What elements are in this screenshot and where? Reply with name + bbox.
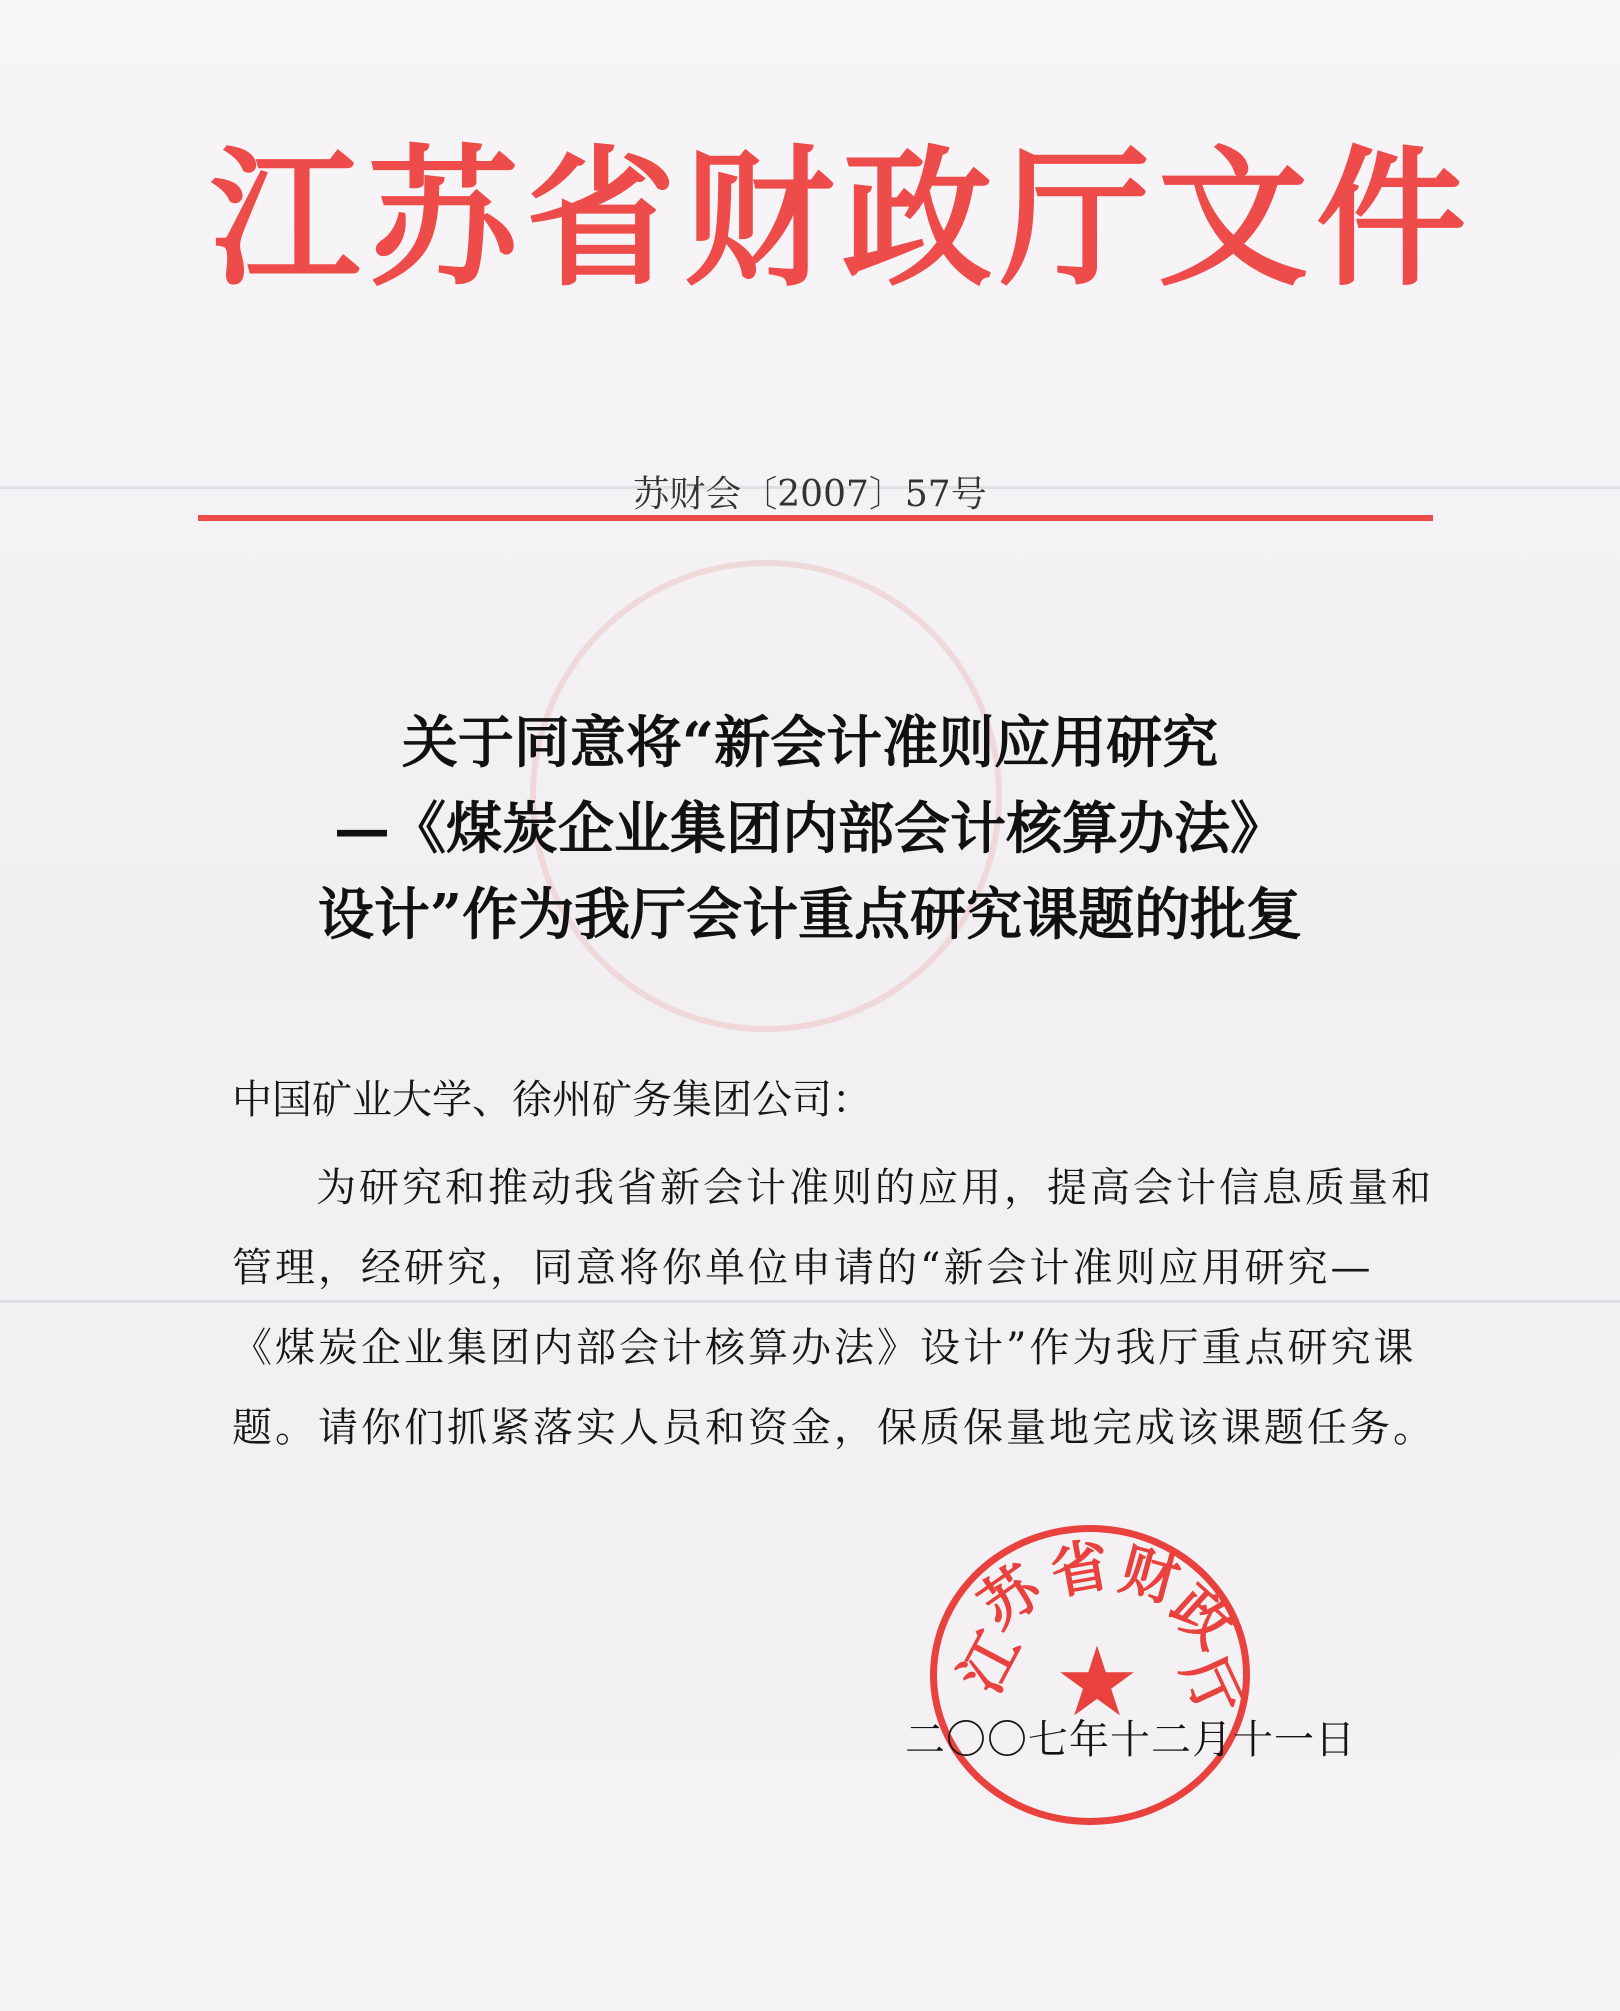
- seal-char: 厅: [1168, 1646, 1256, 1728]
- title-line-3: 设计”作为我厅会计重点研究课题的批复: [317, 882, 1303, 948]
- seal-char: 财: [1113, 1534, 1187, 1616]
- star-icon: ★: [1053, 1626, 1141, 1738]
- title-line-2: —《煤炭企业集团内部会计核算办法》: [334, 796, 1286, 862]
- document-number: 苏财会〔2007〕57号: [633, 474, 987, 515]
- document-header-title: 江苏省财政厅文件: [210, 133, 1475, 307]
- title-line-1: 关于同意将“新会计准则应用研究: [401, 710, 1219, 776]
- red-divider-line: [198, 515, 1433, 521]
- document-body: [232, 1070, 1442, 1468]
- addressee: 中国矿业大学、徐州矿务集团公司：: [232, 1077, 872, 1123]
- seal-char: 江: [946, 1620, 1034, 1704]
- document-title: [240, 700, 1380, 958]
- seal-char: 政: [1157, 1572, 1247, 1662]
- official-seal: [930, 1525, 1256, 1825]
- body-paragraph: 为研究和推动我省新会计准则的应用，提高会计信息质量和管理，经研究，同意将你单位申请的“新会计准则应用研究—《煤炭企业集团内部会计核算办法》设计”作为我厅重点研究课题。请你们抓紧落实人员和资金，保质保量地完成该课题任务。: [232, 1165, 1436, 1451]
- seal-char: 省: [1045, 1530, 1115, 1608]
- issue-date: 二〇〇七年十二月十一日: [905, 1717, 1356, 1763]
- seal-char: 苏: [966, 1552, 1054, 1642]
